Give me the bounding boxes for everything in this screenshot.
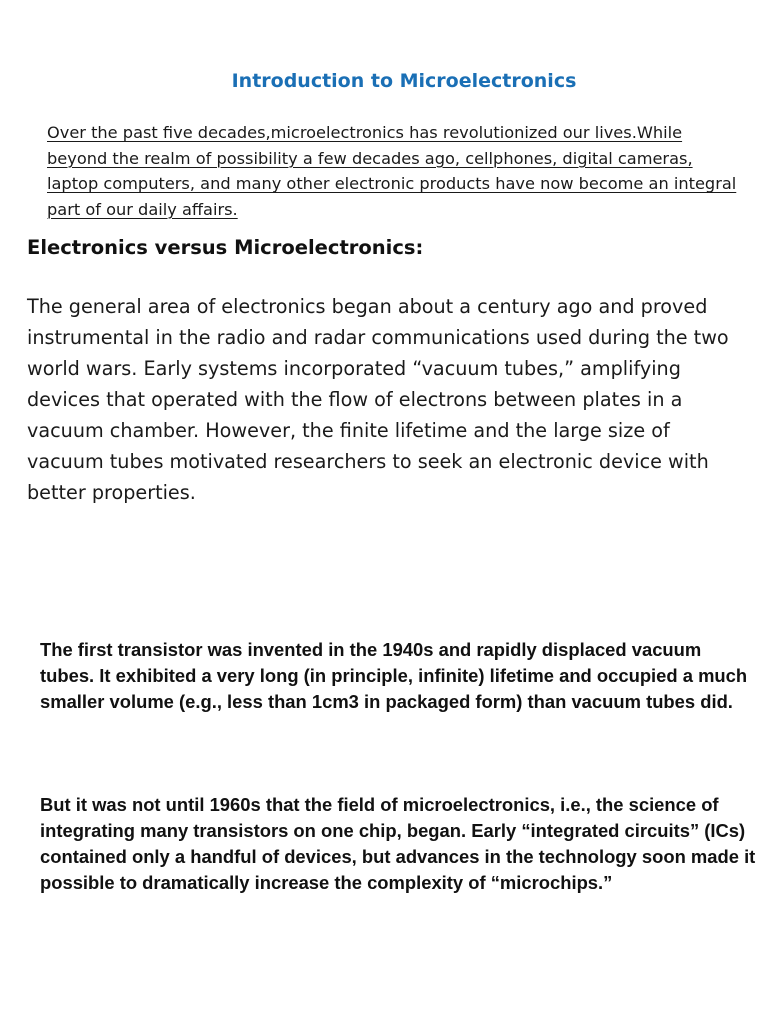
body-paragraph-transistor: The first transistor was invented in the 1940s and rapidly displaced vacuum tubes. It exhibited a very long (in principle, infinite) lifetime and occupied a much smaller volume (e.g., less than 1cm3 in packaged form) than vacuum tubes did. [40, 639, 748, 712]
body-paragraph-history: The general area of electronics began about a century ago and proved instrumental in the radio and radar communications used during the two world wars. Early systems incorporated “vacuum tubes,” amplifying devices that operated with the flow of electrons between plates in a vacuum chamber. However, the finite lifetime and the large size of vacuum tubes motivated researchers to seek an electronic device with better properties. [27, 295, 729, 504]
section-heading: Electronics versus Microelectronics: [27, 236, 424, 259]
page-title: Introduction to Microelectronics [231, 70, 577, 92]
intro-paragraph: Over the past five decades,microelectronics has revolutionized our lives.While beyond the realm of possibility a few decades ago, cellphones, digital cameras, laptop computers, and many other electronic products have now become an integral part of our daily affairs. [47, 123, 737, 219]
body-paragraph-integrated-circuits: But it was not until 1960s that the field of microelectronics, i.e., the science of integrating many transistors on one chip, began. Early “integrated circuits” (ICs) contained only a handful of devices, but advances in the technology soon made it possible to dramatically increase the complexity of “microchips.” [40, 794, 756, 893]
